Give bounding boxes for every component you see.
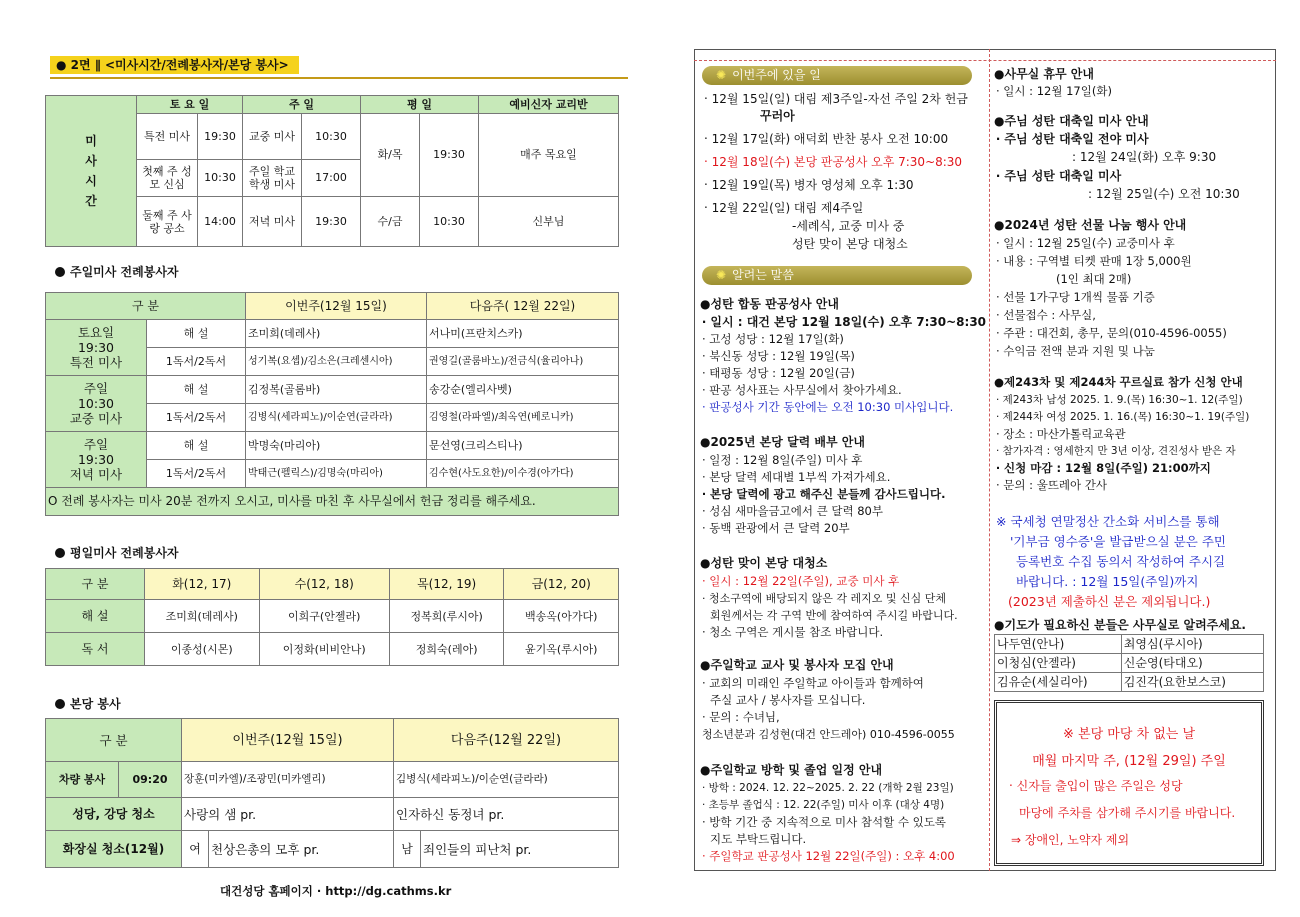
no-car-box: ※ 본당 마당 차 없는 날 매월 마지막 주, (12월 29일) 주일 ‧ 신자들 출입이 많은 주일은 성당 마당에 주차를 삼가해 주시기를 바랍니다. ⇒ 장애인, 노약자 제외 [994, 700, 1264, 866]
notices-pill: ✺ 알려는 말씀 [702, 266, 972, 285]
notice-heading: ●제243차 및 제244차 꾸르실료 참가 신청 안내 [994, 375, 1243, 389]
text-line: ‧ 선물 1가구당 1개씩 물품 기증 [996, 290, 1155, 304]
text-line: ‧ 초등부 졸업식 : 12. 22(주일) 미사 이후 (대상 4명) [702, 799, 945, 811]
text-line: ‧ 제243차 남성 2025. 1. 9.(목) 16:30~1. 12(주일) [996, 394, 1243, 406]
text-line: ‧ 주님 성탄 대축일 전야 미사 [996, 132, 1149, 146]
text-line: ‧ 태평동 성당 : 12월 20일(금) [702, 366, 855, 380]
title-underline [50, 77, 628, 79]
text-line: ‧ 일시 : 12월 25일(수) 교중미사 후 [996, 236, 1175, 250]
weekday-servers-table: 구 분 화(12, 17) 수(12, 18) 목(12, 19) 금(12, 20) 해 설 조미희(데레사) 이희구(안젤라) 정복희(루시아) 백송옥(아가다) 독 서 이종성(시몬) 이정화(비비안나) 정희숙(레아) 윤기옥(루시아) [45, 568, 619, 666]
text-line: ‧ 동백 관광에서 큰 달력 20부 [702, 521, 850, 535]
text-line: ‧ 일정 : 12월 8일(주일) 미사 후 [702, 453, 863, 467]
side-label: 미 [85, 134, 97, 148]
parish-service-table: 구 분 이번주(12월 15일) 다음주(12월 22일) 차량 봉사 09:20 장훈(미카엘)/조광민(미카엘리) 김병식(세라피노)/이순연(글라라) 성당, 강당 청소 사랑의 샘 pr. 인자하신 동정녀 pr. 화장실 청소(12월) 여 천상은총의 모후 pr. 남 죄인들의 피난처 pr. [45, 718, 619, 868]
text-line: 지도 부탁드립니다. [710, 832, 807, 846]
text-line: ‧ 12월 22일(일) 대림 제4주일 [704, 201, 864, 215]
text-line: : 12월 25일(수) 오전 10:30 [1088, 187, 1240, 201]
text-line: ‧ 12월 15일(일) 대림 제3주일-자선 주일 2차 헌금 [704, 92, 968, 106]
text-line: 꾸러아 [760, 109, 795, 123]
text-line: : 12월 24일(화) 오후 9:30 [1072, 150, 1217, 164]
text-line: ‧ 주일학교 판공성사 12월 22일(주일) : 오후 4:00 [702, 849, 955, 863]
text-line: ‧ 본당 달력에 광고 해주신 분들께 감사드립니다. [702, 487, 946, 501]
text-line: ‧ 12월 17일(화) 애덕회 반찬 봉사 오전 10:00 [704, 132, 949, 146]
text-line: ‧ 12월 19일(목) 병자 영성체 오후 1:30 [704, 178, 914, 192]
prayer-title: ●기도가 필요하신 분들은 사무실로 알려주세요. [994, 618, 1246, 632]
text-line: ‧ 장소 : 마산가톨릭교육관 [996, 427, 1126, 441]
text-line: ‧ 문의 : 울뜨레아 간사 [996, 478, 1108, 492]
text-line: ‧ 고성 성당 : 12월 17일(화) [702, 332, 844, 346]
text-line: ‧ 판공성사 기간 동안에는 오전 10:30 미사입니다. [702, 400, 954, 414]
notice-heading: ●주님 성탄 대축일 미사 안내 [994, 114, 1149, 128]
text-line: ‧ 일시 : 대건 본당 12월 18일(수) 오후 7:30~8:30 [702, 315, 987, 329]
text-line: ‧ 참가자격 : 영세한지 만 3년 이상, 견진성사 받은 자 [996, 445, 1236, 457]
text-line: 회원께서는 각 구역 반에 참여하여 주시길 바랍니다. [710, 609, 958, 622]
parish-service-title: 본당 봉사 [55, 695, 121, 712]
text-line: '기부금 영수증'을 발급받으실 분은 주민 [1010, 534, 1226, 549]
this-week-pill: ✺ 이번주에 있을 일 [702, 66, 972, 85]
text-line: (1인 최대 2매) [1056, 272, 1132, 286]
text-line: ‧ 신청 마감 : 12월 8일(주일) 21:00까지 [996, 461, 1211, 475]
text-line: ‧ 12월 18일(수) 본당 판공성사 오후 7:30~8:30 [704, 155, 963, 169]
text-line: ‧ 문의 : 수녀님, [702, 710, 780, 724]
mass-schedule-table: 미 사 시 간 토 요 일 주 일 평 일 예비신자 교리반 특전 미사 19:30 교중 미사 10:30 화/목 19:30 매주 목요일 첫째 주 성모 신심 10:30 주일 학교 학생 미사 17:00 둘째 주 사랑 공소 14:00 저녁 미사 19:30 수/금 10:30 신부님 [45, 95, 619, 247]
notice-heading: ●2025년 본당 달력 배부 안내 [700, 435, 865, 449]
text-line: ‧ 선물접수 : 사무실, [996, 308, 1096, 322]
notice-heading: ●주일학교 교사 및 봉사자 모집 안내 [700, 658, 894, 672]
right-top-rule [694, 60, 1276, 61]
text-line: ‧ 일시 : 12월 22일(주일), 교중 미사 후 [702, 574, 900, 588]
text-line: 청소년분과 김성현(대건 안드레아) 010-4596-0055 [702, 728, 955, 741]
text-line: ‧ 주님 성탄 대축일 미사 [996, 169, 1122, 183]
text-line: ‧ 판공 성사표는 사무실에서 찾아가세요. [702, 383, 902, 397]
text-line: ‧ 청소구역에 배당되지 않은 각 레지오 및 신심 단체 [702, 592, 946, 605]
text-line: ‧ 방학 기간 중 지속적으로 미사 참석할 수 있도록 [702, 815, 946, 829]
text-line: (2023년 제출하신 분은 제외됩니다.) [1008, 594, 1211, 609]
text-line: ‧ 일시 : 12월 17일(화) [996, 84, 1112, 98]
notice-heading: ●주일학교 방학 및 졸업 일정 안내 [700, 763, 883, 777]
sunday-servers-table: 구 분 이번주(12월 15일) 다음주( 12월 22일) 토요일 19:30 특전 미사 해 설 조미희(데레사) 서나미(프란치스카) 1독서/2독서 성기복(요셉)/김소은(크레센시아) 권영길(골룸바노)/전금식(율리아나) 주일 10:30 교중 미사 해 설 김정복(골롬바) 송강순(엘리사벳) 1독서/2독서 김병식(세라피노)/이순연(글라라) 김영철(라파엘)/최옥연(베로니카) 주일 19:30 저녁 미사 해 설 박명숙(마리아) 문선영(크리스티나) 1독서/2독서 박태근(펠릭스)/김명숙(마리아) 김수현(사도요한)/이수경(아가다) O 전례 봉사자는 미사 20분 전까지 오시고, 미사를 마친 후 사무실에서 헌금 정리를 해주세요. [45, 292, 619, 516]
title-bar: ● 2면 ∥ <미사시간/전례봉사자/본당 봉사> [50, 56, 299, 74]
notice-heading: ●성탄 합동 판공성사 안내 [700, 297, 839, 311]
text-line: ‧ 제244차 여성 2025. 1. 16.(목) 16:30~1. 19(주일) [996, 411, 1250, 423]
notice-heading: ●성탄 맞이 본당 대청소 [700, 556, 828, 570]
text-line: ‧ 주관 : 대건회, 총무, 문의(010-4596-0055) [996, 326, 1227, 340]
prayer-table: 나두연(안나) 최영심(루시아) 이청심(안젤라) 신순영(타대오) 김유순(세실리아) 김진각(요한보스코) [994, 634, 1264, 692]
text-line: ‧ 청소 구역은 게시물 참조 바랍니다. [702, 625, 884, 639]
text-line: ‧ 본당 달력 세대별 1부씩 가져가세요. [702, 470, 891, 484]
homepage-link[interactable]: 대건성당 홈페이지 · http://dg.cathms.kr [220, 884, 452, 898]
text-line: ‧ 성심 새마을금고에서 큰 달력 80부 [702, 504, 883, 518]
text-line: 성탄 맞이 본당 대청소 [792, 237, 908, 251]
text-line: ‧ 수익금 전액 분과 지원 및 나눔 [996, 344, 1155, 358]
weekday-servers-title: 평일미사 전례봉사자 [55, 544, 179, 561]
text-line: ※ 국세청 연말정산 간소화 서비스를 통해 [996, 514, 1220, 529]
text-line: ‧ 내용 : 구역별 티켓 판매 1장 5,000원 [996, 254, 1192, 268]
notice-heading: ●사무실 휴무 안내 [994, 67, 1094, 81]
text-line: ‧ 북신동 성당 : 12월 19일(목) [702, 349, 855, 363]
text-line: 등록번호 수집 동의서 작성하여 주시길 [1016, 554, 1226, 569]
text-line: 바랍니다. : 12월 15일(주일)까지 [1016, 574, 1199, 589]
notice-heading: ●2024년 성탄 선물 나눔 행사 안내 [994, 218, 1187, 232]
text-line: ‧ 교회의 미래인 주일학교 아이들과 함께하여 [702, 676, 924, 690]
text-line: ‧ 방학 : 2024. 12. 22~2025. 2. 22 (개학 2월 23일) [702, 782, 954, 794]
text-line: 주실 교사 / 봉사자를 모십니다. [710, 693, 866, 707]
column-divider [989, 49, 990, 871]
text-line: -세례식, 교중 미사 중 [792, 219, 905, 233]
sunday-servers-title: 주일미사 전례봉사자 [55, 263, 179, 280]
